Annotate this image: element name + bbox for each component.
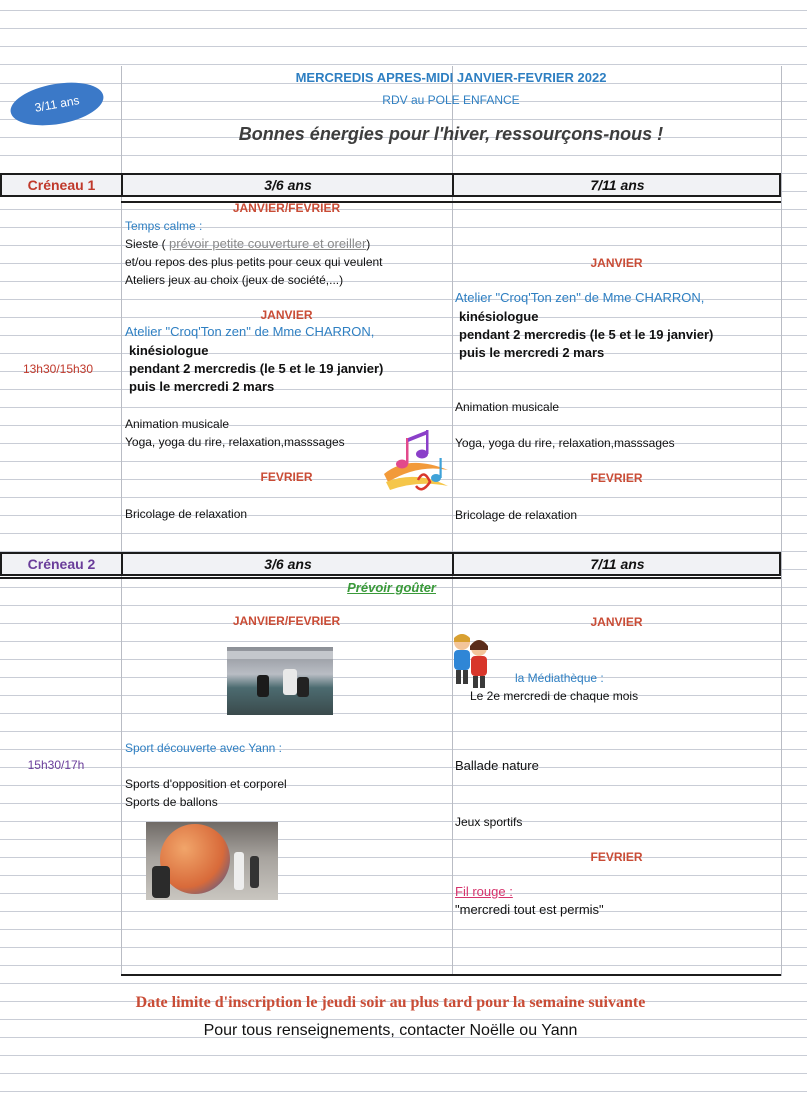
page-subtitle: RDV au POLE ENFANCE <box>382 93 520 107</box>
c2b-mediatheque: la Médiathèque : <box>515 671 604 685</box>
c2b-fil-rouge-text: "mercredi tout est permis" <box>455 902 604 917</box>
creneau2-time: 15h30/17h <box>27 758 85 772</box>
c1a-sieste <box>125 236 370 252</box>
c1a-ateliers: Ateliers jeux au choix (jeux de société,...) <box>125 273 344 287</box>
c2b-period-janvier: JANVIER <box>590 615 643 629</box>
c1b-atelier-title: Atelier "Croq'Ton zen" de Mme CHARRON, <box>455 290 705 305</box>
c2b-fil-rouge: Fil rouge : <box>455 884 513 899</box>
c1a-sieste-suffix: ) <box>366 237 371 251</box>
page-title: MERCREDIS APRES-MIDI JANVIER-FEVRIER 2022 <box>295 70 607 85</box>
c1b-yoga: Yoga, yoga du rire, relaxation,masssages <box>455 436 675 450</box>
c1b-period-janvier: JANVIER <box>590 256 643 270</box>
c1a-bricolage: Bricolage de relaxation <box>125 507 248 521</box>
c2-gouter: Prévoir goûter <box>347 580 436 595</box>
c2b-mediatheque-detail: Le 2e mercredi de chaque mois <box>470 689 639 703</box>
c1b-atelier-l3: puis le mercredi 2 mars <box>459 345 605 360</box>
c2a-sport-l2: Sports de ballons <box>125 795 218 809</box>
c1a-atelier-l2: pendant 2 mercredis (le 5 et le 19 janvier) <box>129 361 384 376</box>
creneau1-col-a: 3/6 ans <box>264 177 312 193</box>
footer-deadline: Date limite d'inscription le jeudi soir au plus tard pour la semaine suivante <box>135 994 646 1011</box>
c1b-atelier-l1: kinésiologue <box>459 309 539 324</box>
page-slogan: Bonnes énergies pour l'hiver, ressourçons-nous ! <box>238 124 664 144</box>
c1b-bricolage: Bricolage de relaxation <box>455 508 578 522</box>
music-notes-icon <box>378 424 454 504</box>
c1a-period-janvier-fevrier: JANVIER/FEVRIER <box>232 201 341 215</box>
rule <box>121 974 781 976</box>
creneau1-label: Créneau 1 <box>27 177 96 193</box>
c1a-animation: Animation musicale <box>125 417 230 431</box>
creneau2-col-b: 7/11 ans <box>590 556 645 572</box>
c1b-animation: Animation musicale <box>455 400 560 414</box>
c1a-period-fevrier: FEVRIER <box>260 470 313 484</box>
c2b-period-fevrier: FEVRIER <box>590 850 643 864</box>
creneau2-header <box>0 552 781 576</box>
age-badge: 3/11 ans <box>7 76 107 132</box>
c1a-sieste-prefix: Sieste ( <box>125 237 170 251</box>
rule <box>0 577 781 579</box>
footer-contact: Pour tous renseignements, contacter Noëlle ou Yann <box>203 1022 578 1039</box>
children-illustration-icon <box>448 628 492 694</box>
c1a-atelier-title: Atelier "Croq'Ton zen" de Mme CHARRON, <box>125 324 375 339</box>
c2a-period-janvier-fevrier: JANVIER/FEVRIER <box>232 614 341 628</box>
c1b-period-fevrier: FEVRIER <box>590 471 643 485</box>
creneau1-header <box>0 173 781 197</box>
c1b-atelier-l2: pendant 2 mercredis (le 5 et le 19 janvier) <box>459 327 714 342</box>
c2b-ballade: Ballade nature <box>455 758 539 773</box>
c1a-repos: et/ou repos des plus petits pour ceux qui veulent <box>125 255 383 269</box>
creneau2-label: Créneau 2 <box>27 556 96 572</box>
c1a-atelier-l3: puis le mercredi 2 mars <box>129 379 275 394</box>
c2a-sport-title: Sport découverte avec Yann : <box>125 741 282 755</box>
c2b-jeux: Jeux sportifs <box>455 815 523 829</box>
c1a-period-janvier: JANVIER <box>260 308 313 322</box>
creneau1-col-b: 7/11 ans <box>590 177 645 193</box>
activity-photo-gym <box>227 647 333 715</box>
c1a-temps-calme: Temps calme : <box>125 219 203 233</box>
grid-line <box>781 66 782 976</box>
creneau2-col-a: 3/6 ans <box>264 556 312 572</box>
creneau1-time: 13h30/15h30 <box>22 362 94 376</box>
c1a-sieste-note: prévoir petite couverture et oreiller <box>169 236 367 251</box>
c1a-atelier-l1: kinésiologue <box>129 343 209 358</box>
c1a-yoga: Yoga, yoga du rire, relaxation,masssages <box>125 435 345 449</box>
c2a-sport-l1: Sports d'opposition et corporel <box>125 777 287 791</box>
activity-photo-ball <box>146 822 278 900</box>
